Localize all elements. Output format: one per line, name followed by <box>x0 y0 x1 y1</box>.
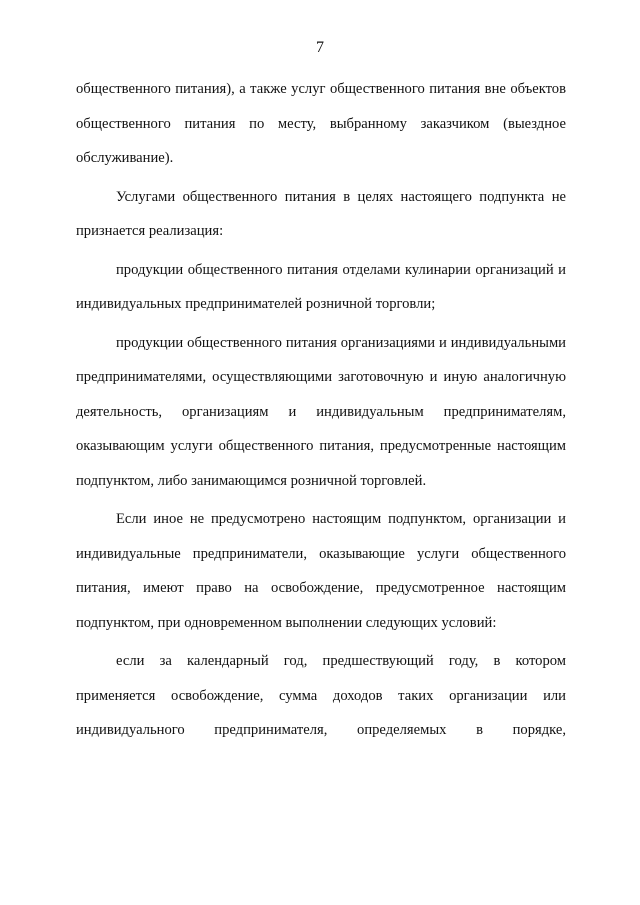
document-body <box>76 72 566 748</box>
paragraph-4: продукции общественного питания организациями и индивидуальными предпринимателями, осуществляющими заготовочную и иную аналогичную деятельность, организациям и индивидуальным предпринимателям, оказывающим услуги общественного питания, предусмотренные настоящим подпунктом, либо занимающимся розничной торговлей. <box>76 334 566 489</box>
paragraph-6: если за календарный год, предшествующий году, в котором применяется освобождение, сумма доходов таких организации или индивидуального предпринимателя, определяемых в порядке, <box>76 653 566 738</box>
paragraph-1: общественного питания), а также услуг общественного питания вне объектов общественного питания по месту, выбранному заказчиком (выездное обслуживание). <box>76 81 566 166</box>
paragraph-3: продукции общественного питания отделами кулинарии организаций и индивидуальных предпринимателей розничной торговли; <box>76 261 566 312</box>
paragraph-2: Услугами общественного питания в целях настоящего подпункта не признается реализация: <box>76 188 566 239</box>
paragraph-5: Если иное не предусмотрено настоящим подпунктом, организации и индивидуальные предприниматели, оказывающие услуги общественного питания, имеют право на освобождение, предусмотренное настоящим подпунктом, при одновременном выполнении следующих условий: <box>76 511 566 631</box>
page-number: 7 <box>316 39 324 56</box>
